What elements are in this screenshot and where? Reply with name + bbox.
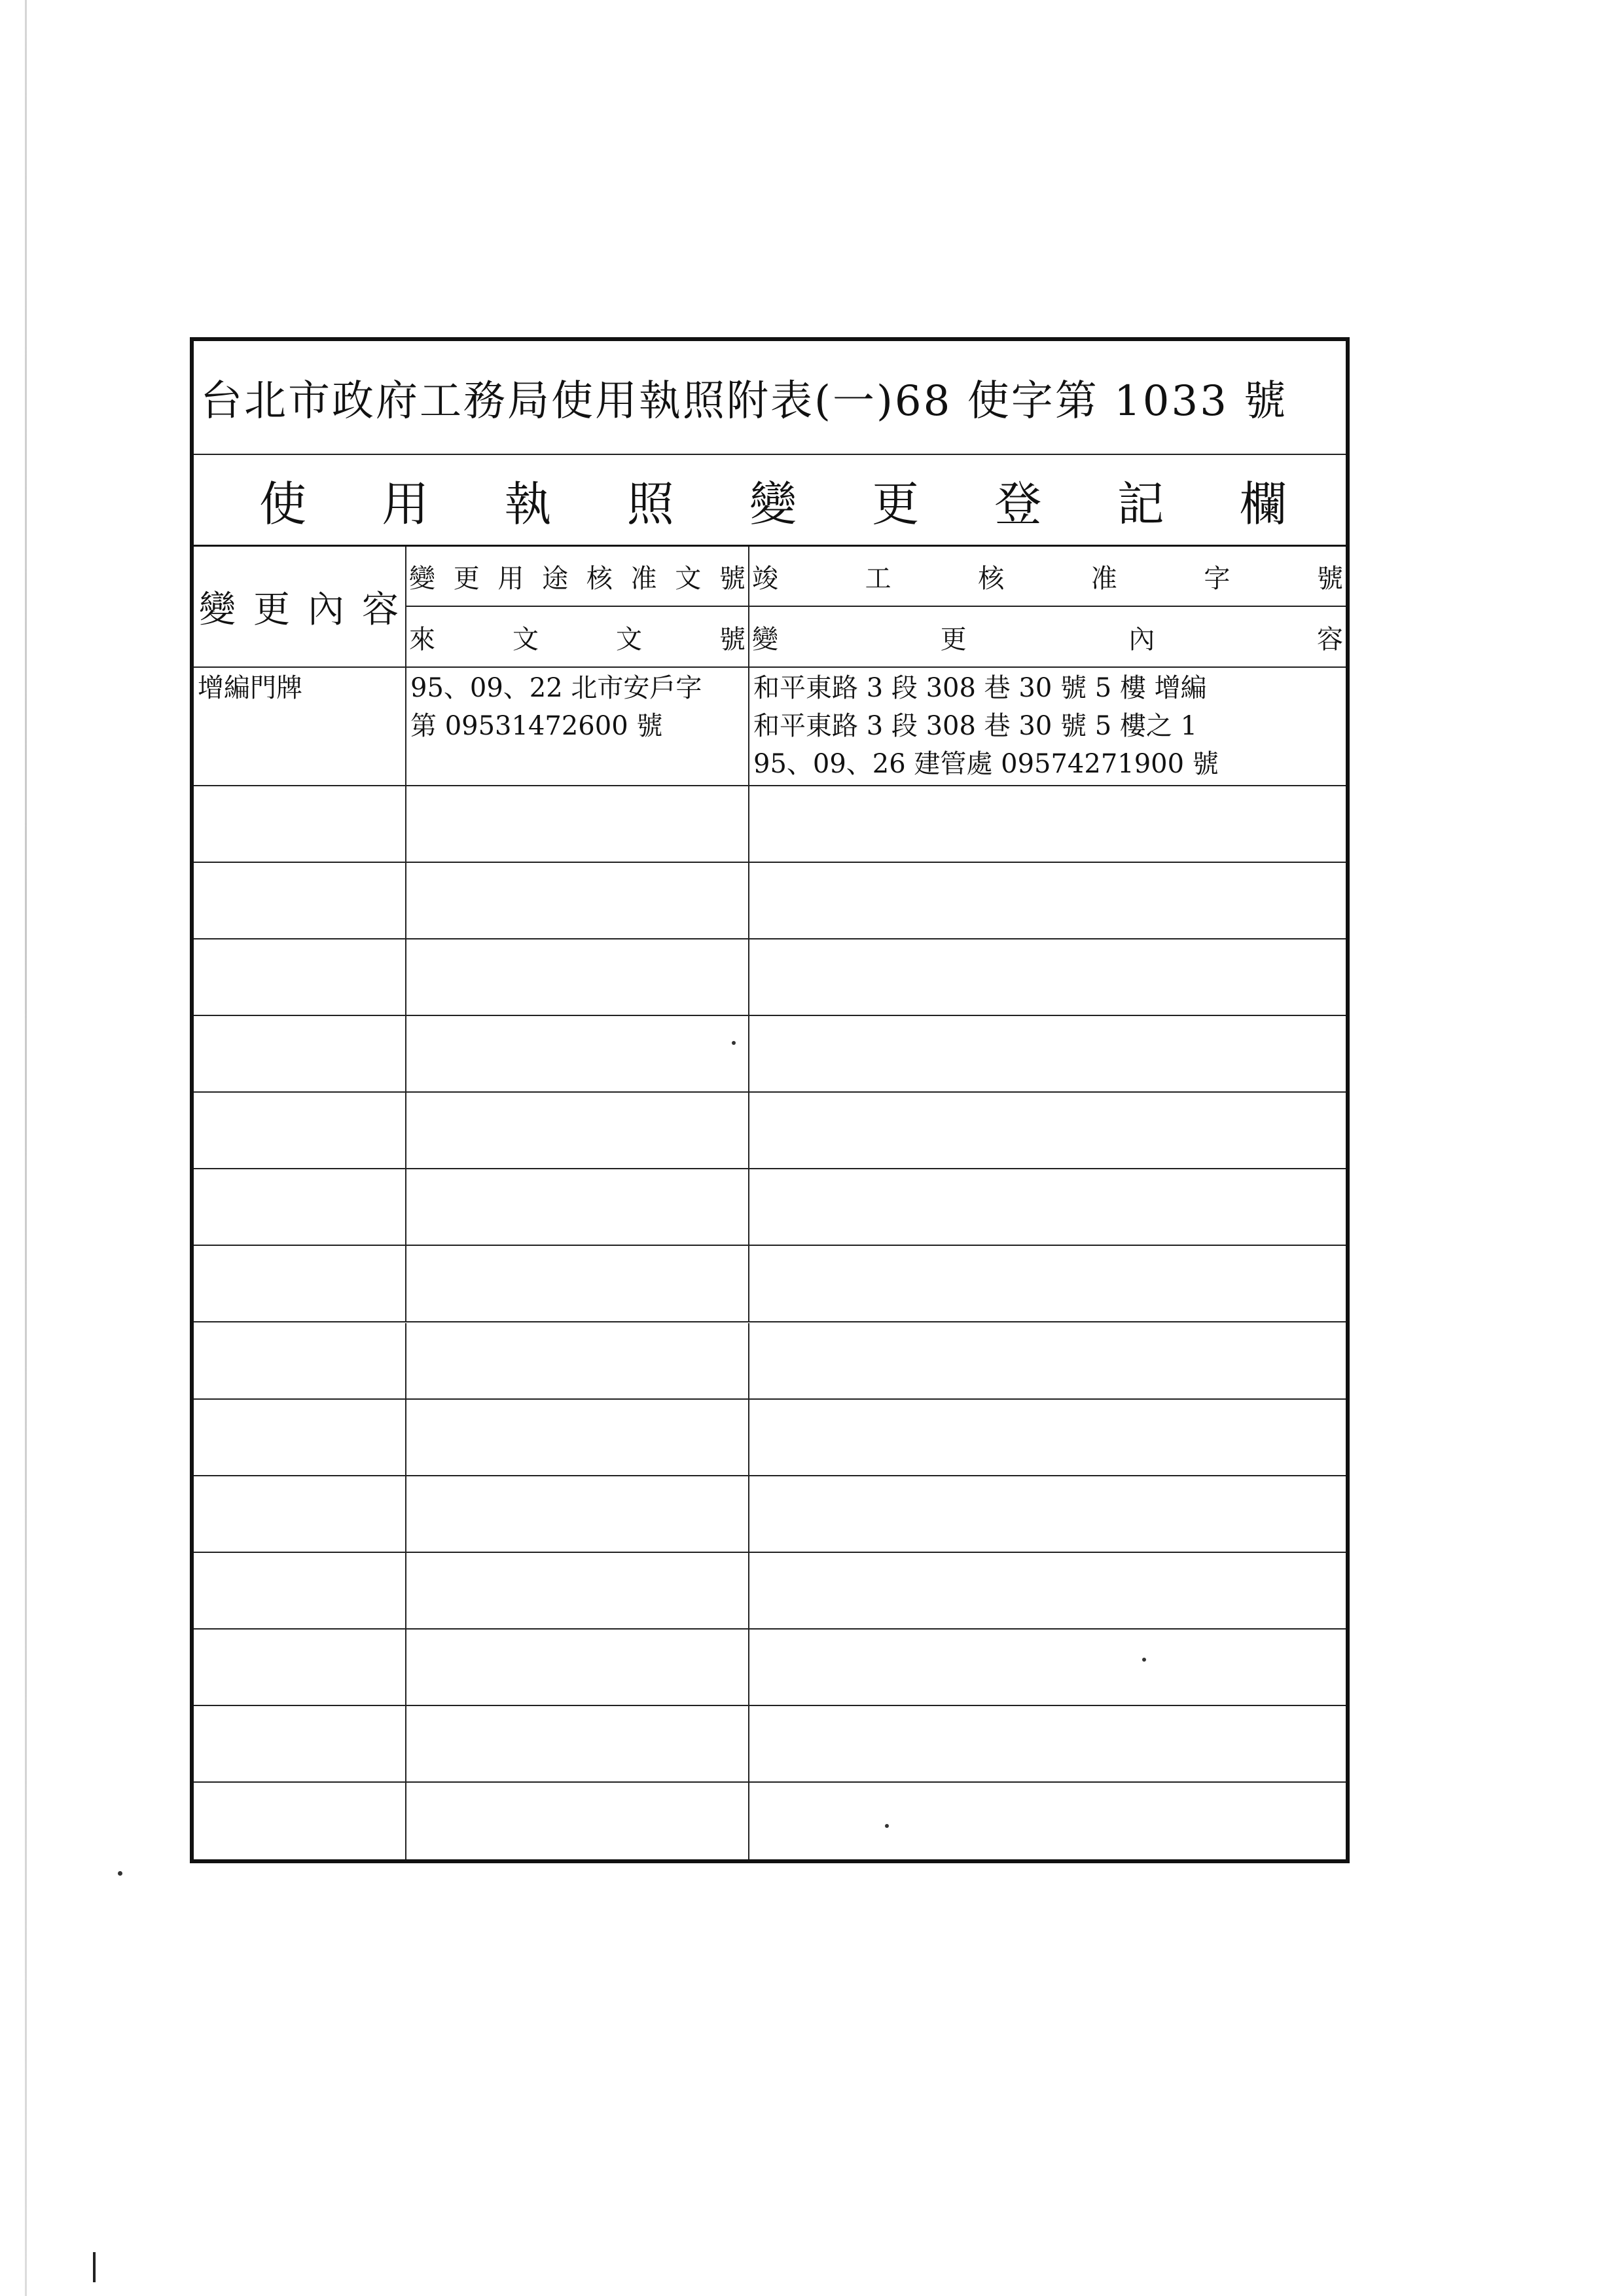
table-row <box>194 1246 1346 1322</box>
register-title-char: 變 <box>749 476 797 532</box>
table-row <box>194 1323 1346 1400</box>
row-content-cell <box>749 1706 1346 1781</box>
row-doc-cell <box>406 939 749 1015</box>
row-doc-cell <box>406 863 749 938</box>
row-content-cell <box>749 1093 1346 1168</box>
register-title-char: 照 <box>626 476 674 532</box>
table-row <box>194 786 1346 863</box>
row-doc-cell <box>406 786 749 862</box>
register-title-char: 欄 <box>1239 476 1287 532</box>
table-row <box>194 1706 1346 1783</box>
row-item-cell <box>194 1093 406 1168</box>
row-item-cell <box>194 1246 406 1321</box>
register-title-char: 記 <box>1117 476 1164 532</box>
header-approval-doc-no: 變 更 用 途 核 准 文 號 <box>406 547 749 607</box>
row-doc-cell <box>406 1323 749 1398</box>
change-content-label: 變 更 內 容 <box>194 547 406 666</box>
register-title-char: 登 <box>994 476 1042 532</box>
register-title-char: 用 <box>382 476 429 532</box>
row-doc-cell <box>406 1016 749 1091</box>
row-content-cell <box>749 1246 1346 1321</box>
row-item-cell <box>194 1706 406 1781</box>
table-row <box>194 1016 1346 1093</box>
header-change-content: 變 更 內 容 <box>752 625 1343 655</box>
table-row <box>194 668 1346 786</box>
scan-mark <box>93 2252 96 2282</box>
row-doc-cell <box>406 1553 749 1628</box>
registration-form <box>190 337 1350 1863</box>
row-content-cell <box>749 1169 1346 1245</box>
header-completion-approval-no: 竣 工 核 准 字 號 <box>749 547 1346 607</box>
row-item-cell <box>194 1323 406 1398</box>
register-title-char: 執 <box>504 476 552 532</box>
row-doc-cell: 95、09、22 北市安戶字 第 09531472600 號 <box>406 668 749 785</box>
row-item-cell <box>194 1016 406 1091</box>
row-content-cell <box>749 1400 1346 1475</box>
row-item-cell: 增編門牌 <box>194 668 406 785</box>
row-item-cell <box>194 1630 406 1705</box>
register-title-char: 使 <box>259 476 307 532</box>
row-content-cell <box>749 1323 1346 1398</box>
table-row <box>194 1630 1346 1706</box>
row-doc-cell <box>406 1476 749 1552</box>
row-item-cell <box>194 1400 406 1475</box>
table-row <box>194 1476 1346 1553</box>
scan-left-edge <box>25 0 27 2296</box>
row-doc-cell <box>406 1630 749 1705</box>
row-item-cell <box>194 1783 406 1859</box>
row-doc-cell <box>406 1400 749 1475</box>
row-doc-cell <box>406 1093 749 1168</box>
row-content-cell <box>749 1016 1346 1091</box>
row-doc-cell <box>406 1169 749 1245</box>
table-row <box>194 1169 1346 1246</box>
row-content-cell <box>749 1630 1346 1705</box>
row-item-cell <box>194 1476 406 1552</box>
row-doc-cell <box>406 1246 749 1321</box>
row-content-cell <box>749 786 1346 862</box>
row-content-cell <box>749 863 1346 938</box>
scan-speck <box>118 1871 122 1876</box>
row-content-cell <box>749 1553 1346 1628</box>
row-content-cell <box>749 1476 1346 1552</box>
table-row <box>194 939 1346 1016</box>
row-doc-cell <box>406 1706 749 1781</box>
header-incoming-doc-no: 來 文 文 號 <box>406 607 749 668</box>
table-header <box>194 547 1346 668</box>
row-item-cell <box>194 939 406 1015</box>
register-title-char: 更 <box>872 476 920 532</box>
row-item-cell <box>194 786 406 862</box>
row-item-cell <box>194 863 406 938</box>
row-content-cell: 和平東路 3 段 308 巷 30 號 5 樓 增編 和平東路 3 段 308 巷 30 號 5 樓之 1 95、09、26 建管處 09574271900 號 <box>753 673 1219 779</box>
register-title <box>194 455 1346 547</box>
form-title: 台北市政府工務局使用執照附表(一)68 使字第 1033 號 <box>194 341 1346 455</box>
table-row <box>194 863 1346 939</box>
row-content-cell <box>749 939 1346 1015</box>
table-row <box>194 1400 1346 1476</box>
row-item-cell <box>194 1169 406 1245</box>
row-doc-cell <box>406 1783 749 1859</box>
table-row <box>194 1783 1346 1859</box>
row-content-cell <box>749 1783 1346 1859</box>
row-item-cell <box>194 1553 406 1628</box>
table-row <box>194 1093 1346 1169</box>
table-row <box>194 1553 1346 1630</box>
